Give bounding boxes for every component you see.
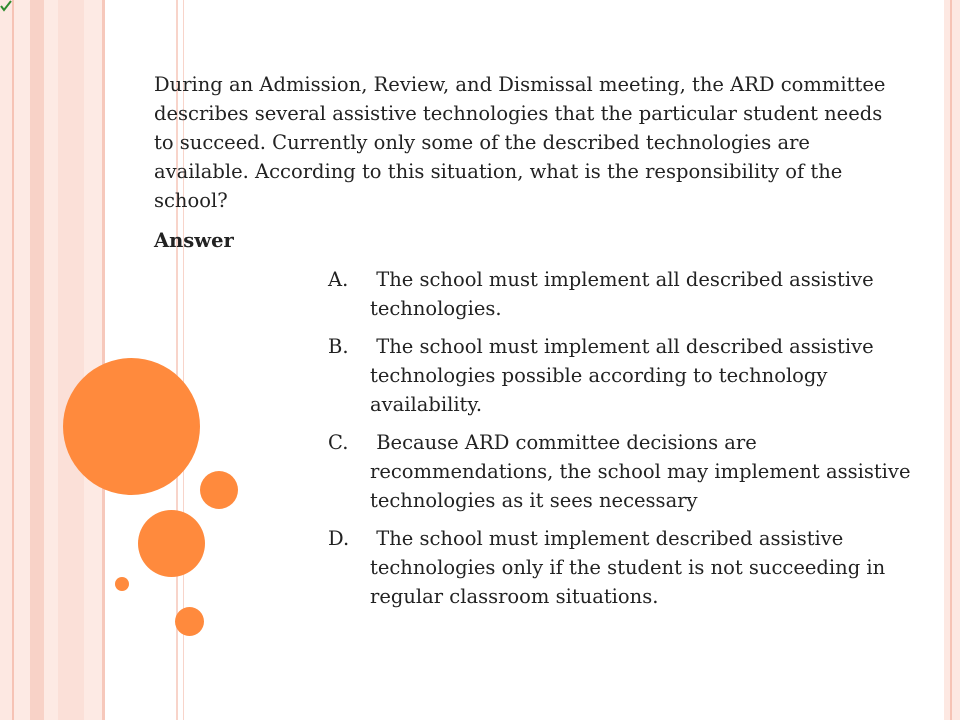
option-letter: B. xyxy=(328,335,349,358)
decorative-circle-large xyxy=(63,358,200,495)
right-band-line xyxy=(950,0,952,720)
option-letter: D. xyxy=(328,527,350,550)
question-text: During an Admission, Review, and Dismissal meeting, the ARD committee describes several assistive technologies that the particular student needs to succeed. Currently only some of the described technologies are available. According to this situation, what is the responsibility of the school? xyxy=(154,73,886,212)
answer-heading: Answer xyxy=(154,229,234,252)
left-band-inner xyxy=(58,0,84,720)
option-text: The school must implement described assistive technologies only if the student is not succeeding in regular classroom situations. xyxy=(370,527,892,608)
decorative-circle-small-2 xyxy=(175,607,204,636)
decorative-circle-small-1 xyxy=(200,471,238,509)
left-band-dark xyxy=(30,0,44,720)
option-c[interactable] xyxy=(328,428,918,515)
option-letter: C. xyxy=(328,431,349,454)
option-b[interactable] xyxy=(328,332,918,419)
check-icon xyxy=(0,0,12,12)
option-text: Because ARD committee decisions are recommendations, the school may implement assistive technologies as it sees necessary xyxy=(370,431,917,512)
left-band-edge xyxy=(102,0,105,720)
decorative-circle-medium xyxy=(138,510,205,577)
left-band-outer xyxy=(0,0,12,720)
right-band-light xyxy=(944,0,960,720)
option-a[interactable] xyxy=(328,265,918,323)
decorative-circle-dot xyxy=(115,577,129,591)
option-text: The school must implement all described assistive technologies possible according to technology availability. xyxy=(370,335,880,416)
option-d[interactable] xyxy=(328,524,918,611)
option-letter: A. xyxy=(328,268,349,291)
option-text: The school must implement all described assistive technologies. xyxy=(370,268,880,320)
